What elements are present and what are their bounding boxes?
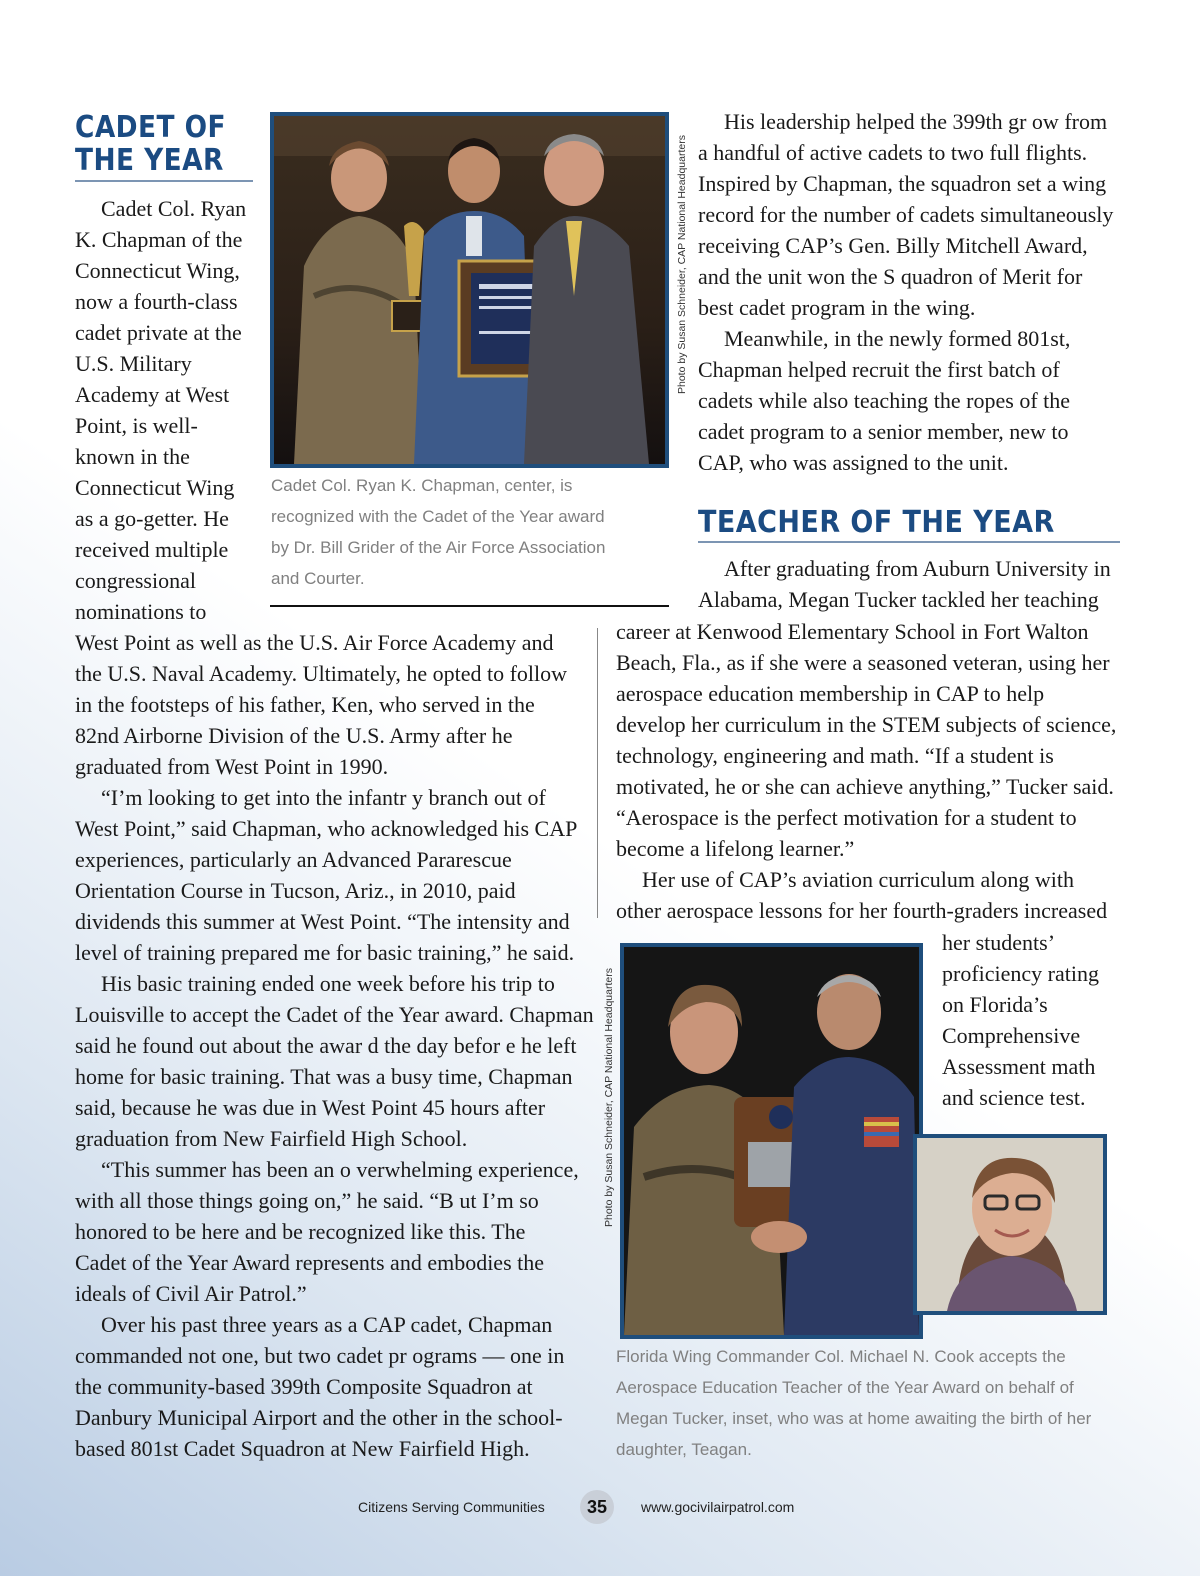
body-text-line: Cadet of the Year Award represents and embodies the [75,1250,545,1275]
body-text-line: Beach, Fla., as if she were a seasoned veteran, using her [616,650,1110,675]
body-text-line: with all those things going on,” he said. “B ut I’m so [75,1188,539,1213]
body-text-line: level of training prepared me for basic training,” he said. [75,940,575,965]
teacher-inset-photo [913,1134,1107,1315]
body-text-line: Connecticut Wing, [75,258,240,283]
body-text-line: Her use of CAP’s aviation curriculum along with [642,867,1074,892]
teacher-text-narrow [942,927,1122,1113]
body-text-line: Inspired by Chapman, the squadron set a wing [698,171,1107,196]
right-column-text [698,106,1123,478]
body-text-line: motivated, he or she can achieve anything,” Tucker said. [616,774,1114,799]
body-text-line: Meanwhile, in the newly formed 801st, [724,326,1071,351]
cadet-photo-caption [271,470,671,594]
cadet-wide-text [75,627,594,1464]
teacher-photo-credit: Photo by Susan Schneider, CAP National Headquarters [603,968,615,1227]
teacher-photo-caption [616,1341,1136,1465]
body-text-line: commanded not one, but two cadet pr ograms — one in [75,1343,565,1368]
cadet-photo-credit: Photo by Susan Schneider, CAP National Headquarters [676,135,688,394]
body-text-line: as a go-getter. He [75,506,229,531]
body-text-line: West Point as well as the U.S. Air Force Academy and [75,630,554,655]
body-text-line: Assessment math [942,1054,1096,1079]
body-text-line: graduation from New Fairfield High School. [75,1126,468,1151]
body-text-line: After graduating from Auburn University in [724,556,1111,581]
body-text-line: Orientation Course in Tucson, Ariz., in 2010, paid [75,878,516,903]
body-text-line: Cadet Col. Ryan [101,196,247,221]
body-text-line: ideals of Civil Air Patrol.” [75,1281,307,1306]
body-text-line: Chapman helped recruit the first batch of [698,357,1060,382]
body-text-line: His basic training ended one week before his trip to [101,971,555,996]
caption-line: by Dr. Bill Grider of the Air Force Association [271,538,606,557]
caption-line: Aerospace Education Teacher of the Year Award on behalf of [616,1378,1074,1397]
body-text-line: on Florida’s [942,992,1048,1017]
page-number-badge [580,1490,614,1524]
body-text-line: technology, engineering and math. “If a student is [616,743,1054,768]
body-text-line: cadet program to a senior member, new to [698,419,1069,444]
body-text-line: Louisville to accept the Cadet of the Year award. Chapman [75,1002,594,1027]
body-text-line: Connecticut Wing [75,475,235,500]
caption-line: Florida Wing Commander Col. Michael N. Cook accepts the [616,1347,1066,1366]
body-text-line: Point, is well- [75,413,198,438]
cadet-narrow-text [75,193,265,627]
cadet-heading-rule [75,180,253,182]
body-text-line: aerospace education membership in CAP to help [616,681,1045,706]
body-text-line: graduated from West Point in 1990. [75,754,389,779]
page-number: 35 [586,1497,608,1517]
body-text-line: CAP, who was assigned to the unit. [698,450,1009,475]
body-text-line: Danbury Municipal Airport and the other in the school- [75,1405,563,1430]
body-text-line: “I’m looking to get into the infantr y branch out of [101,785,546,810]
body-text-line: nominations to [75,599,207,624]
body-text-line: Academy at West [75,382,230,407]
caption-line: and Courter. [271,569,365,588]
cadet-heading-line-1: CADET OF [75,110,226,145]
body-text-line: the community-based 399th Composite Squadron at [75,1374,533,1399]
body-text-line: and science test. [942,1085,1086,1110]
teacher-heading-rule [698,541,1120,543]
body-text-line: known in the [75,444,190,469]
body-text-line: cadet private at the [75,320,242,345]
cadet-award-photo [270,112,669,468]
caption-line: Cadet Col. Ryan K. Chapman, center, is [271,476,573,495]
footer-url[interactable]: www.gocivilairpatrol.com [641,1499,795,1515]
body-text-line: “Aerospace is the perfect motivation for a student to [616,805,1077,830]
body-text-line: said he found out about the awar d the day befor e he left [75,1033,577,1058]
body-text-line: Comprehensive [942,1023,1081,1048]
body-text-line: home for basic training. That was a busy time, Chapman [75,1064,573,1089]
body-text-line: and the unit won the S quadron of Merit for [698,264,1083,289]
caption-line: recognized with the Cadet of the Year award [271,507,605,526]
body-text-line: now a fourth-class [75,289,238,314]
body-text-line: become a lifelong learner.” [616,836,855,861]
body-text-line: her students’ [942,930,1056,955]
body-text-line: the U.S. Naval Academy. Ultimately, he opted to follow [75,661,568,686]
body-text-line: Over his past three years as a CAP cadet, Chapman [101,1312,553,1337]
body-text-line: proficiency rating [942,961,1099,986]
body-text-line: said, because he was due in West Point 45 hours after [75,1095,546,1120]
body-text-line: honored to be here and be recognized like this. The [75,1219,526,1244]
body-text-line: K. Chapman of the [75,227,243,252]
teacher-award-photo [620,943,923,1339]
caption-line: daughter, Teagan. [616,1440,752,1459]
body-text-line: a handful of active cadets to two full flights. [698,140,1088,165]
body-text-line: other aerospace lessons for her fourth-graders increased [616,898,1108,923]
body-text-line: dividends this summer at West Point. “The intensity and [75,909,570,934]
body-text-line: “This summer has been an o verwhelming experience, [101,1157,579,1182]
body-text-line: best cadet program in the wing. [698,295,976,320]
body-text-line: Alabama, Megan Tucker tackled her teaching [698,587,1099,612]
caption-line: Megan Tucker, inset, who was at home awaiting the birth of her [616,1409,1092,1428]
teacher-heading: TEACHER OF THE YEAR [698,505,1055,540]
body-text-line: experiences, particularly an Advanced Pararescue [75,847,512,872]
body-text-line: develop her curriculum in the STEM subjects of science, [616,712,1117,737]
cadet-photo-underline [270,605,669,607]
body-text-line: cadets while also teaching the ropes of the [698,388,1071,413]
body-text-line: based 801st Cadet Squadron at New Fairfield High. [75,1436,530,1461]
body-text-line: 82nd Airborne Division of the U.S. Army after he [75,723,513,748]
body-text-line: receiving CAP’s Gen. Billy Mitchell Award, [698,233,1088,258]
footer-tagline: Citizens Serving Communities [358,1499,545,1515]
body-text-line: received multiple [75,537,229,562]
body-text-line: U.S. Military [75,351,192,376]
body-text-line: in the footsteps of his father, Ken, who served in the [75,692,535,717]
body-text-line: career at Kenwood Elementary School in Fort Walton [616,619,1089,644]
body-text-line: His leadership helped the 399th gr ow from [724,109,1108,134]
cadet-heading-line-2: THE YEAR [75,143,224,178]
body-text-line: record for the number of cadets simultaneously [698,202,1114,227]
body-text-line: congressional [75,568,196,593]
teacher-text-top [698,553,1123,615]
column-divider [597,628,598,918]
body-text-line: West Point,” said Chapman, who acknowledged his CAP [75,816,578,841]
teacher-text-wide [616,616,1126,926]
